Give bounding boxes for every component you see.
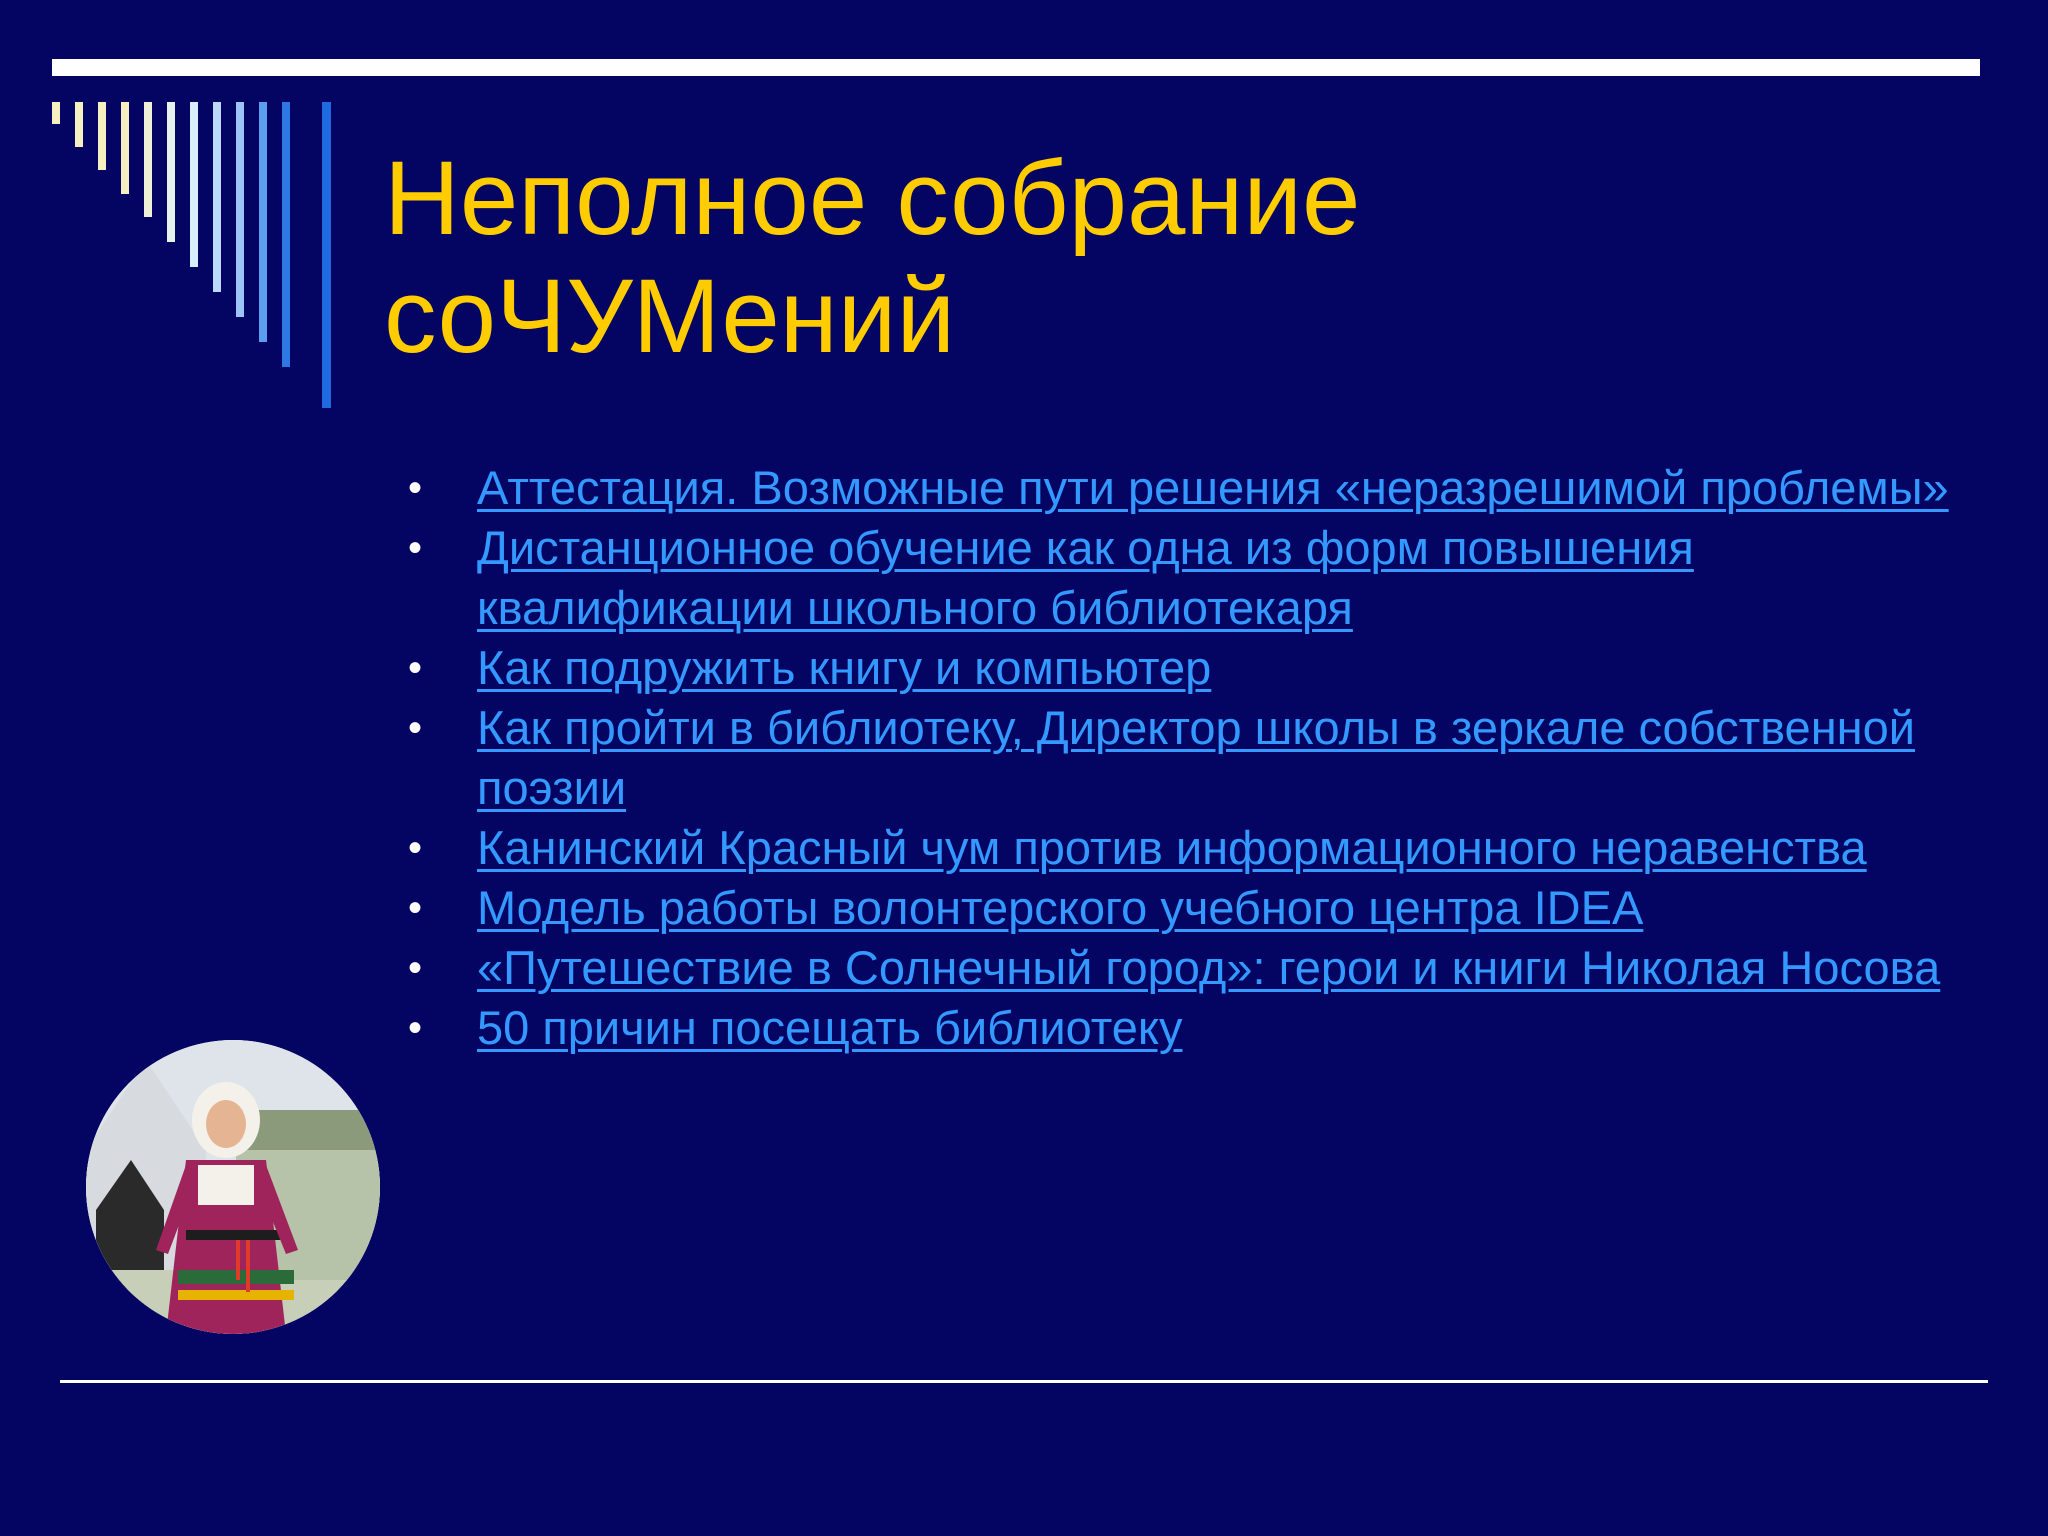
bullet-icon: • (408, 466, 423, 510)
bullet-icon: • (408, 646, 423, 690)
bullet-icon: • (408, 886, 423, 930)
decorative-stripes (52, 102, 342, 412)
link-fifty-reasons[interactable]: 50 причин посещать библиотеку (477, 1001, 1183, 1054)
stripe (52, 102, 60, 124)
list-item (400, 518, 2000, 638)
bullet-icon: • (408, 826, 423, 870)
slide-title-line1: Неполное собрание (384, 140, 1361, 257)
link-distance-learning[interactable]: Дистанционное обучение как одна из форм повышения квалификации школьного библиотекаря (477, 521, 1694, 634)
portrait-photo (86, 1040, 380, 1334)
bullet-icon: • (408, 1006, 423, 1050)
stripe (282, 102, 290, 367)
list-item (400, 638, 2000, 698)
stripe (213, 102, 221, 292)
list-item (400, 998, 2000, 1058)
link-sun-city[interactable]: «Путешествие в Солнечный город»: герои и книги Николая Носова (477, 941, 1941, 994)
bullet-icon: • (408, 526, 423, 570)
link-list (400, 458, 2000, 1058)
link-way-to-library[interactable]: Как пройти в библиотеку, Директор школы в зеркале собственной поэзии (477, 701, 1915, 814)
list-item (400, 818, 2000, 878)
link-book-and-computer[interactable]: Как подружить книгу и компьютер (477, 641, 1212, 694)
stripe (121, 102, 129, 194)
link-volunteer-center[interactable]: Модель работы волонтерского учебного центра IDEA (477, 881, 1644, 934)
portrait-illustration (86, 1040, 380, 1334)
stripe (259, 102, 267, 342)
bullet-icon: • (408, 706, 423, 750)
slide-title-line2: соЧУМений (384, 258, 956, 375)
list-item (400, 698, 2000, 818)
list-item (400, 878, 2000, 938)
slide-title (384, 140, 1944, 376)
stripe (322, 102, 331, 408)
stripe (75, 102, 83, 147)
stripe (190, 102, 198, 267)
bullet-icon: • (408, 946, 423, 990)
list-item (400, 938, 2000, 998)
list-item (400, 458, 2000, 518)
link-attestation[interactable]: Аттестация. Возможные пути решения «неразрешимой проблемы» (477, 461, 1949, 514)
bottom-rule (60, 1380, 1988, 1383)
stripe (98, 102, 106, 170)
stripe (236, 102, 244, 317)
link-red-chum[interactable]: Канинский Красный чум против информационного неравенства (477, 821, 1867, 874)
stripe (167, 102, 175, 242)
top-rule (52, 59, 1980, 76)
stripe (144, 102, 152, 217)
